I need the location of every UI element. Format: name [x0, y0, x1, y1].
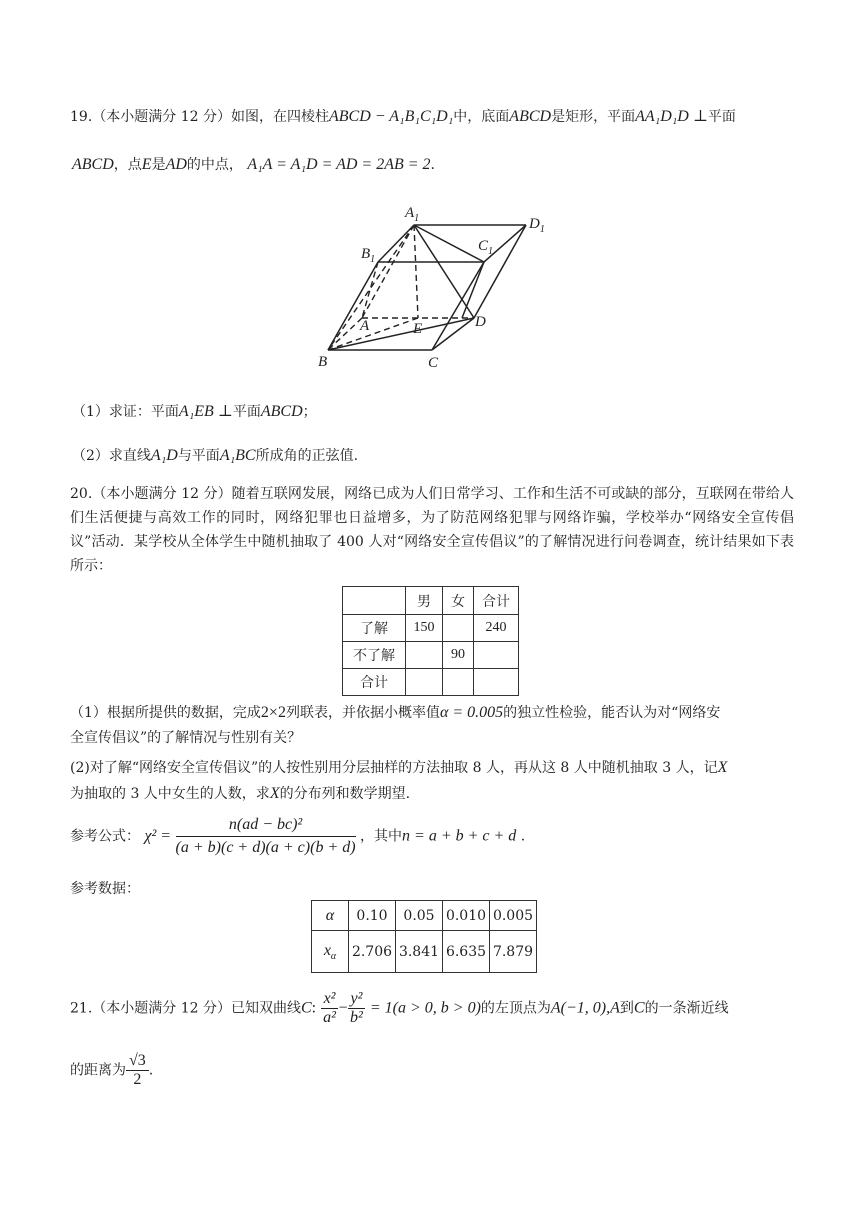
label-D: D: [475, 314, 486, 330]
condition-equation: A₁A = A₁D = AD = 2AB = 2: [247, 156, 431, 173]
chi-square-fraction: $\frac{\text{n(ad − bc)²}}{(a + b)(c + d)(a + c)(b + d)}$: [175, 816, 356, 856]
reference-formula: 参考公式： χ² = $\frac{\text{n(ad − bc)²}}{(a + b)(c + d)(a + c)(b + d)}$ ，其中n = a + b + c + d .: [70, 816, 526, 856]
label-C: C: [428, 355, 439, 371]
label-D1: $D_1$: [529, 216, 545, 235]
label-B: B: [318, 354, 328, 370]
q19-part1: （1）求证：平面A₁EB ⊥平面ABCD；: [72, 403, 317, 420]
label-B1: $B_1$: [361, 246, 376, 265]
label-C1: $C_1$: [478, 238, 494, 257]
x-squared-fraction: $\frac{\text{x²}}{\text{a²}}$: [321, 990, 339, 1027]
q20-intro: 20.（本小题满分 12 分）随着互联网发展，网络已成为人们日常学习、工作和生活不可或缺的部分，互联网在带给人们生活便捷与高效工作的同时，网络犯罪也日益增多，为了防范网络犯罪与网络诈骗，学校举办“网络安全宣传倡议”活动．某学校从全体学生中随机抽取了 400 人对“网络安全宣传倡议”的了解情况进行问卷调查，统计结果如下表所示：: [70, 486, 794, 574]
reference-data-label: 参考数据：: [70, 881, 140, 897]
reference-data-table: α 0.10 0.05 0.010 0.005 $x_\alpha$ 2.706 3.841 6.635 7.879: [311, 900, 537, 973]
q19-line1: 19.（本小题满分 12 分）如图，在四棱柱ABCD − A₁B₁C₁D₁中，底面ABCD是矩形，平面AA₁D₁D ⊥平面: [70, 108, 736, 125]
contingency-table: 男 女 合计 了解 150 240 不了解 90 合计: [342, 586, 519, 696]
distance-fraction: $\frac{√3}{2}$: [126, 1052, 149, 1089]
q19-line2: ABCD，点E是AD的中点， A₁A = A₁D = AD = 2AB = 2.: [72, 156, 435, 173]
y-squared-fraction: $\frac{\text{y²}}{\text{b²}}$: [348, 990, 366, 1027]
prism-name: ABCD − A₁B₁C₁D₁: [328, 108, 454, 125]
q19-part2: （2）求直线A₁D与平面A₁BC所成角的正弦值.: [72, 447, 359, 464]
label-E: E: [413, 321, 423, 337]
q20-part2-line1: (2)对了解“网络安全宣传倡议”的人按性别用分层抽样的方法抽取 8 人，再从这 8 人中随机抽取 3 人，记X: [70, 759, 728, 776]
label-A: A: [360, 318, 370, 334]
prism-figure: [312, 200, 552, 380]
q21-line2: 的距离为 $\frac{√3}{2}$ .: [70, 1052, 154, 1088]
q20-part1-line2: 全宣传倡议”的了解情况与性别有关？: [70, 730, 302, 746]
q20-part1-line1: （1）根据所提供的数据，完成2×2列联表，并依据小概率值α = 0.005的独立性检验，能否认为对“网络安: [70, 704, 721, 721]
q20-part2-line2: 为抽取的 3 人中女生的人数，求X的分布列和数学期望.: [70, 785, 411, 802]
q21-line1: 21.（本小题满分 12 分）已知双曲线C: $\frac{\text{x²}}{\text{a²}}$ − $\frac{\text{y²}}{\text{b²}}$ = 1(a > 0, b > 0)的左顶点为A(−1, 0),A到C的一条渐近线: [70, 990, 729, 1026]
label-A1: $A_1$: [405, 205, 420, 224]
